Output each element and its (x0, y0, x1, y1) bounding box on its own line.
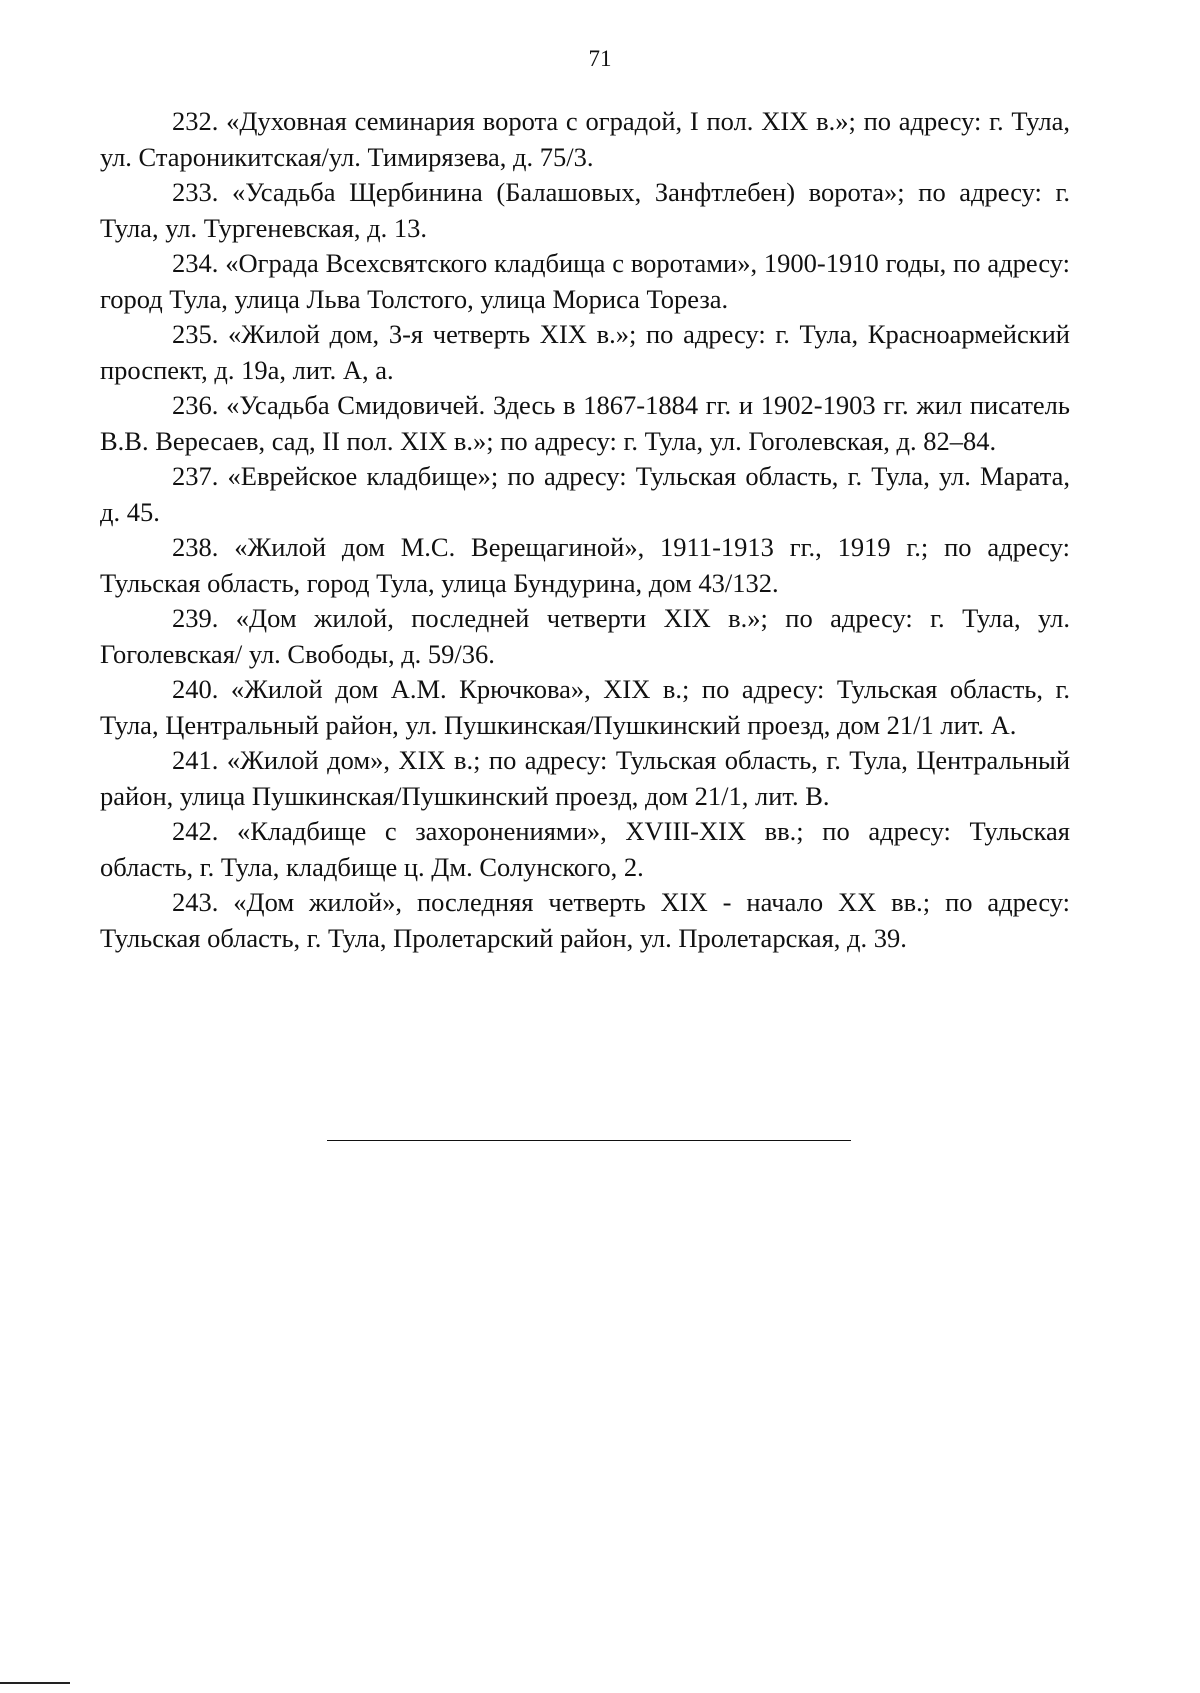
entry-list (100, 104, 1070, 956)
list-item-243: 243. «Дом жилой», последняя четверть XIX - начало XX вв.; по адресу: Тульская область, г. Тула, Пролетарский район, ул. Пролетарская, д. 39. (100, 887, 1070, 953)
scan-edge-mark (0, 1682, 70, 1684)
list-item-237: 237. «Еврейское кладбище»; по адресу: Тульская область, г. Тула, ул. Марата, д. 45. (100, 461, 1070, 527)
list-item-240: 240. «Жилой дом А.М. Крючкова», XIX в.; по адресу: Тульская область, г. Тула, Центральный район, ул. Пушкинская/Пушкинский проезд, дом 21/1 лит. А. (100, 674, 1070, 740)
list-item-236: 236. «Усадьба Смидовичей. Здесь в 1867-1884 гг. и 1902-1903 гг. жил писатель В.В. Вересаев, сад, II пол. XIX в.»; по адресу: г. Тула, ул. Гоголевская, д. 82–84. (100, 390, 1070, 456)
list-item-234: 234. «Ограда Всехсвятского кладбища с воротами», 1900-1910 годы, по адресу: город Тула, улица Льва Толстого, улица Мориса Тореза. (100, 248, 1070, 314)
list-item-242: 242. «Кладбище с захоронениями», XVIII-XIX вв.; по адресу: Тульская область, г. Тула, кладбище ц. Дм. Солунского, 2. (100, 816, 1070, 882)
list-item-241: 241. «Жилой дом», XIX в.; по адресу: Тульская область, г. Тула, Центральный район, улица Пушкинская/Пушкинский проезд, дом 21/1, лит. В. (100, 745, 1070, 811)
end-divider (327, 1140, 851, 1141)
list-item-233: 233. «Усадьба Щербинина (Балашовых, Занфтлебен) ворота»; по адресу: г. Тула, ул. Тургеневская, д. 13. (100, 177, 1070, 243)
list-item-238: 238. «Жилой дом М.С. Верещагиной», 1911-1913 гг., 1919 г.; по адресу: Тульская область, город Тула, улица Бундурина, дом 43/132. (100, 532, 1070, 598)
list-item-235: 235. «Жилой дом, 3-я четверть XIX в.»; по адресу: г. Тула, Красноармейский проспект, д. 19а, лит. А, а. (100, 319, 1070, 385)
list-item-239: 239. «Дом жилой, последней четверти XIX в.»; по адресу: г. Тула, ул. Гоголевская/ ул. Свободы, д. 59/36. (100, 603, 1070, 669)
list-item-232: 232. «Духовная семинария ворота с оградой, I пол. XIX в.»; по адресу: г. Тула, ул. Староникитская/ул. Тимирязева, д. 75/3. (100, 106, 1070, 172)
page-number: 71 (588, 46, 612, 71)
